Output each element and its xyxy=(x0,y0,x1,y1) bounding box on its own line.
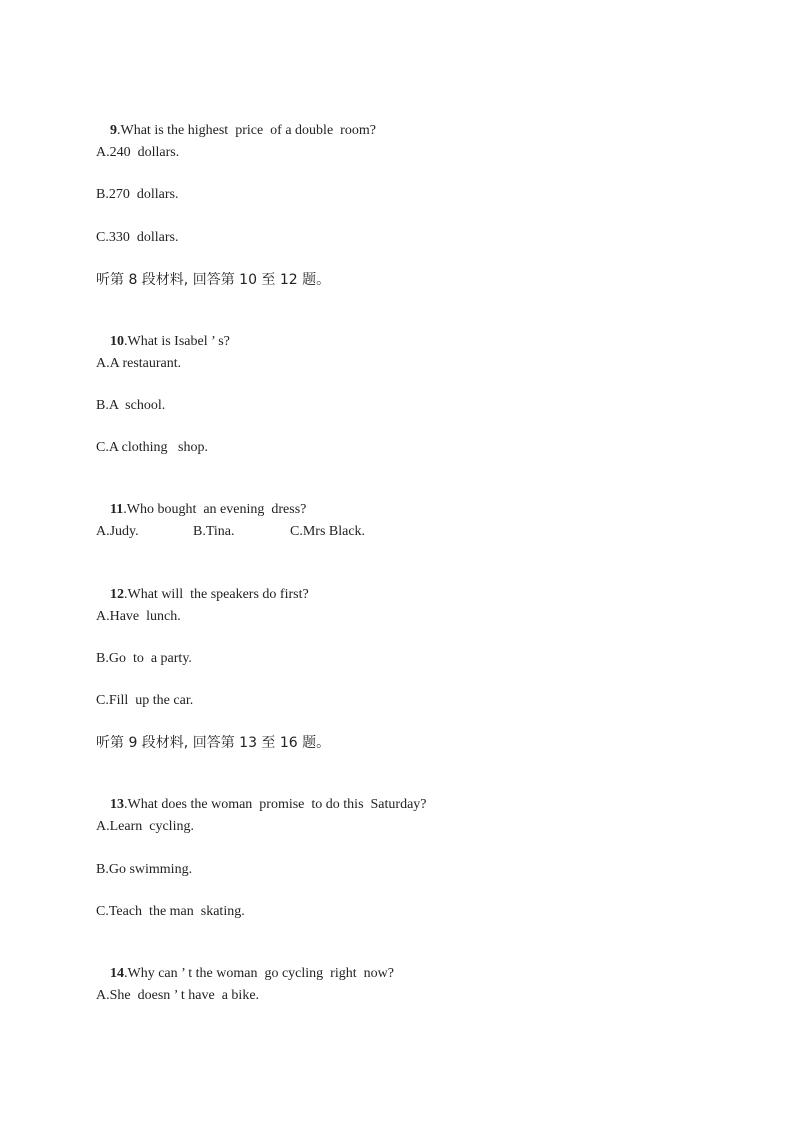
option-a: A.Judy. xyxy=(96,524,139,539)
question-number: 9 xyxy=(110,123,117,138)
question-number: 14 xyxy=(110,966,124,981)
option-c: C.Teach the man skating. xyxy=(96,904,245,919)
option-a: A.240 dollars. xyxy=(96,145,180,160)
question-text: .What does the woman promise to do this Saturday? xyxy=(124,797,427,812)
option-b: B.Go to a party. xyxy=(96,651,192,666)
question-number: 13 xyxy=(110,797,124,812)
option-c: C.Mrs Black. xyxy=(290,524,366,539)
option-b: B.Go swimming. xyxy=(96,862,193,877)
question-text: .Why can ’ t the woman go cycling right now? xyxy=(124,966,394,981)
question-text: .Who bought an evening dress? xyxy=(123,502,307,517)
option-a: A.She doesn ’ t have a bike. xyxy=(96,988,260,1003)
question-number: 12 xyxy=(110,587,124,602)
question-text: .What will the speakers do first? xyxy=(124,587,309,602)
option-a: A.Learn cycling. xyxy=(96,819,194,834)
option-b: B.Tina. xyxy=(193,524,235,539)
option-c: C.A clothing shop. xyxy=(96,440,209,455)
option-a: A.A restaurant. xyxy=(96,356,182,371)
option-a: A.Have lunch. xyxy=(96,609,181,624)
option-b: B.A school. xyxy=(96,398,166,413)
question-text: .What is Isabel ’ s? xyxy=(124,334,230,349)
question-number: 11 xyxy=(110,502,124,517)
question-number: 10 xyxy=(110,334,124,349)
section-heading-8: 听第 8 段材料, 回答第 10 至 12 题。 xyxy=(96,272,331,288)
option-b: B.270 dollars. xyxy=(96,187,179,202)
option-c: C.330 dollars. xyxy=(96,230,179,245)
option-c: C.Fill up the car. xyxy=(96,693,194,708)
question-text: .What is the highest price of a double room? xyxy=(117,123,376,138)
section-heading-9: 听第 9 段材料, 回答第 13 至 16 题。 xyxy=(96,735,331,751)
